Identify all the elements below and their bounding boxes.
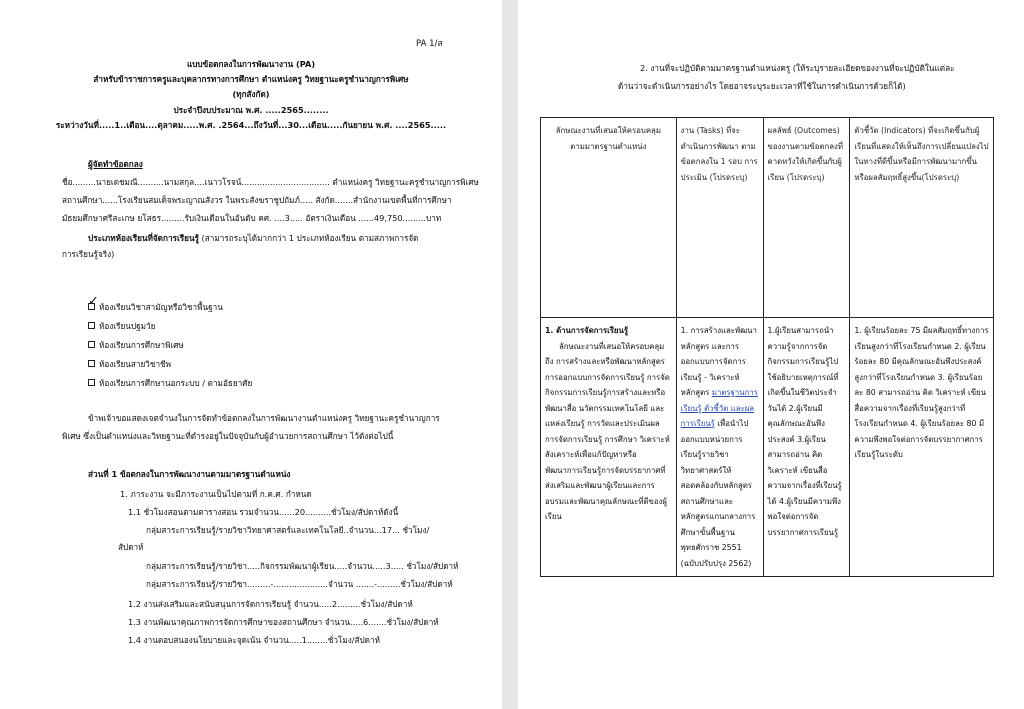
header-text: ลักษณะงานที่เสนอให้ครอบคลุม ตามมาตรฐานตำแหน่ง (555, 126, 661, 151)
classroom-option-label: ห้องเรียนวิชาสามัญหรือวิชาพื้นฐาน (99, 302, 223, 312)
fiscal-year: ประจำปีงบประมาณ พ.ศ. .....2565........ (173, 105, 329, 115)
classroom-option-label: ห้องเรียนการศึกษานอกระบบ / ตามอัธยาศัย (99, 378, 253, 388)
page-gap (502, 0, 518, 709)
classroom-option-basic[interactable] (88, 294, 252, 317)
author-line-2: สถานศึกษา......โรงเรียนสมเด็จพระญาณสังวร ในพระสังฆราชูปถัมภ์..... สังกัด.......สำนักงานเขตพื้นที่การศึกษา (62, 195, 452, 205)
subject-science-unit: สัปดาห์ (118, 542, 144, 552)
policy-hours-line: 1.4 งานตอบสนองนโยบายและจุดเน้น จำนวน.....1........ชั่วโมง/สัปดาห์ (128, 635, 380, 645)
checkbox-icon[interactable] (88, 360, 95, 367)
classroom-option-early[interactable] (88, 317, 252, 336)
checkbox-icon[interactable] (88, 379, 95, 386)
checkmark-icon: ✓ (88, 294, 99, 309)
subject-other-line: กลุ่มสาระการเรียนรู้/รายวิชา.........-.....................จำนวน .......-.........ชั่วโมง/สัปดาห์ (146, 579, 453, 589)
cell-learning-area (541, 318, 677, 577)
classroom-option-vocational[interactable] (88, 355, 252, 374)
tasks-link[interactable]: มาตรฐานการเรียนรู้ ตัวชี้วัด และผลการเรียนรู้ (680, 388, 758, 428)
classroom-option-label: ห้องเรียนสายวิชาชีพ (99, 359, 172, 369)
learning-area-body: ลักษณะงานที่เสนอให้ครอบคลุมถึง การสร้างและหรือพัฒนาหลักสูตร การออกแบบการจัดการเรียนรู้ การจัดกิจกรรมการเรียนรู้การสร้างและหรือพัฒนาสื่อ นวัตกรรมเทคโนโลยี และแหล่งเรียนรู้ การวัดและประเมินผลการจัดการเรียนรู้ การศึกษา วิเคราะห์ สังเคราะห์เพื่อแก้ปัญหาหรือพัฒนาการเรียนรู้การจัดบรรยากาศที่ส่งเสริมและพัฒนาผู้เรียนและการอบรมและพัฒนาคุณลักษณะที่ดีของผู้เรียน (545, 341, 670, 521)
header-outcomes: ผลลัพธ์ (Outcomes) ของงานตามข้อตกลงที่คาดหวังให้เกิดขึ้นกับผู้เรียน (โปรดระบุ) (763, 118, 850, 318)
checkbox-icon[interactable] (88, 303, 95, 310)
classroom-option-nonformal[interactable] (88, 374, 252, 393)
cell-outcomes: 1.ผู้เรียนสามารถนำความรู้จากการจัดกิจกรรมการเรียนรู้ไปใช้อธิบายเหตุการณ์ที่เกิดขึ้นในชีวิตประจำวันได้ 2.ผู้เรียนมีคุณลักษณะอันพึงประสงค์ 3.ผู้เรียนสามารถอ่าน คิด วิเคราะห์ เขียนสื่อความจากเรื่องที่เรียนรู้ได้ 4.ผู้เรียนมีความพึงพอใจต่อการจัดบรรยากาศการเรียนรู้ (763, 318, 850, 577)
author-line-1: ชื่อ.........นายเดชมณี..........นามสกุล....เนาวโรจน์.................................. ตำแหน่งครู วิทยฐานะครูชำนาญการพิเศษ (62, 177, 479, 187)
tasks-intro-line-1: 2. งานที่จะปฏิบัติตามมาตรฐานตำแหน่งครู (ให้ระบุรายละเอียดของงานที่จะปฏิบัติในแต่ละ (640, 63, 955, 73)
statement-line-2: พิเศษ ซึ่งเป็นตำแหน่งและวิทยฐานะที่ดำรงอยู่ในปัจจุบันกับผู้อำนวยการสถานศึกษา ไว้ดังต่อไปนี้ (62, 431, 394, 441)
document-page-right (518, 0, 1024, 709)
classroom-option-label: ห้องเรียนการศึกษาพิเศษ (99, 340, 184, 350)
subject-activity-line: กลุ่มสาระการเรียนรู้/รายวิชา.....กิจกรรมพัฒนาผู้เรียน.....จำนวน.....3..... ชั่วโมง/สัปดาห์ (146, 561, 459, 571)
classroom-checklist (88, 294, 253, 393)
tasks-intro-line-2: ด้านว่าจะดำเนินการอย่างไร โดยอาจระบุระยะเวลาที่ใช้ในการดำเนินการด้วยก็ได้) (618, 81, 906, 91)
document-page-left (0, 0, 502, 709)
teaching-hours-line: 1.1 ชั่วโมงสอนตามตารางสอน รวมจำนวน......20..........ชั่วโมง/สัปดาห์ดังนี้ (128, 507, 399, 517)
classroom-type-note: (สามารถระบุได้มากกว่า 1 ประเภทห้องเรียน ตามสภาพการจัด (198, 233, 419, 243)
header-indicators: ตัวชี้วัด (Indicators) ที่จะเกิดขึ้นกับผู้เรียนที่แสดงให้เห็นถึงการเปลี่ยนแปลงไปในทางที่ดีขึ้นหรือมีการพัฒนามากขึ้นหรือผลสัมฤทธิ์สูงขึ้น(โปรดระบุ) (850, 118, 994, 318)
pa-table (540, 117, 994, 577)
checkbox-icon[interactable] (88, 322, 95, 329)
table-header-row (541, 118, 994, 318)
table-row (541, 318, 994, 577)
classroom-type-note-2: การเรียนรู้จริง) (62, 249, 115, 259)
classroom-type-line (88, 232, 419, 244)
classroom-type-head: ประเภทห้องเรียนที่จัดการเรียนรู้ (88, 233, 199, 243)
classroom-option-label: ห้องเรียนปฐมวัย (99, 321, 156, 331)
classroom-option-special[interactable] (88, 336, 252, 355)
support-hours-line: 1.2 งานส่งเสริมและสนับสนุนการจัดการเรียนรู้ จำนวน.....2.........ชั่วโมง/สัปดาห์ (128, 599, 413, 609)
checkbox-icon[interactable] (88, 341, 95, 348)
section-author-head: ผู้จัดทำข้อตกลง (88, 159, 143, 169)
quality-hours-line: 1.3 งานพัฒนาคุณภาพการจัดการศึกษาของสถานศึกษา จำนวน.....6.......ชั่วโมง/สัปดาห์ (128, 617, 439, 627)
cell-tasks (676, 318, 763, 577)
tasks-text-cont: เพื่อนำไปออกแบบหน่วยการเรียนรู้รายวิชาวิทยาศาสตร์ให้สอดคล้องกับหลักสูตรสถานศึกษาและหลักสูตรแกนกลางการศึกษาขั้นพื้นฐาน พุทธศักราช 2551 (ฉบับปรับปรุง 2562) (680, 419, 756, 568)
tasks-text: 1. การสร้างและพัฒนาหลักสูตร และการออกแบบการจัดการเรียนรู้ - วิเคราะห์หลักสูตร (680, 326, 757, 397)
learning-area-head: 1. ด้านการจัดการเรียนรู้ (545, 326, 629, 335)
header-characteristics (541, 118, 677, 318)
workload-line: 1. ภาระงาน จะมีภาระงานเป็นไปตามที่ ก.ค.ศ. กำหนด (120, 489, 312, 499)
form-title: แบบข้อตกลงในการพัฒนางาน (PA) (186, 59, 316, 69)
author-line-3: มัธยมศึกษาศรีสะเกษ ยโสธร.........รับเงินเดือนในอันดับ คศ. ....3..... อัตราเงินเดือน ......49,750.........บาท (62, 213, 442, 223)
agreement-period: ระหว่างวันที่.....1..เดือน....ตุลาคม.....พ.ศ. .2564...ถึงวันที่...30...เดือน.....กันยายน พ.ศ. ....2565..... (55, 120, 447, 130)
statement-line-1: ข้าพเจ้าขอแสดงเจตจำนงในการจัดทำข้อตกลงในการพัฒนางานตำแหน่งครู วิทยฐานะครูชำนาญการ (88, 413, 440, 423)
form-subtitle: สำหรับข้าราชการครูและบุคลากรทางการศึกษา ตำแหน่งครู วิทยฐานะครูชำนาญการพิเศษ (93, 74, 409, 84)
subject-science-line: กลุ่มสาระการเรียนรู้/รายวิชาวิทยาศาสตร์และเทคโนโลยี..จำนวน...17... ชั่วโมง/ (146, 525, 430, 535)
cell-indicators: 1. ผู้เรียนร้อยละ 75 มีผลสัมฤทธิ์ทางการเรียนสูงกว่าที่โรงเรียนกำหนด 2. ผู้เรียนร้อยละ 80 มีคุณลักษณะอันพึงประสงค์สูงกว่าที่โรงเรียนกำหนด 3. ผู้เรียนร้อยละ 80 สามารถอ่าน คิด วิเคราะห์ เขียนสื่อความจากเรื่องที่เรียนรู้สูงกว่าที่โรงเรียนกำหนด 4. ผู้เรียนร้อยละ 80 มีความพึงพอใจต่อการจัดบรรยากาศการเรียนรู้ในระดับ (850, 318, 994, 577)
form-code: PA 1/ส (416, 39, 443, 49)
part1-head: ส่วนที่ 1 ข้อตกลงในการพัฒนางานตามมาตรฐานตำแหน่ง (88, 469, 291, 479)
header-tasks: งาน (Tasks) ที่จะดำเนินการพัฒนา ตามข้อตกลงใน 1 รอบ การประเมิน (โปรดระบุ) (676, 118, 763, 318)
form-scope: (ทุกสังกัด) (232, 89, 270, 99)
